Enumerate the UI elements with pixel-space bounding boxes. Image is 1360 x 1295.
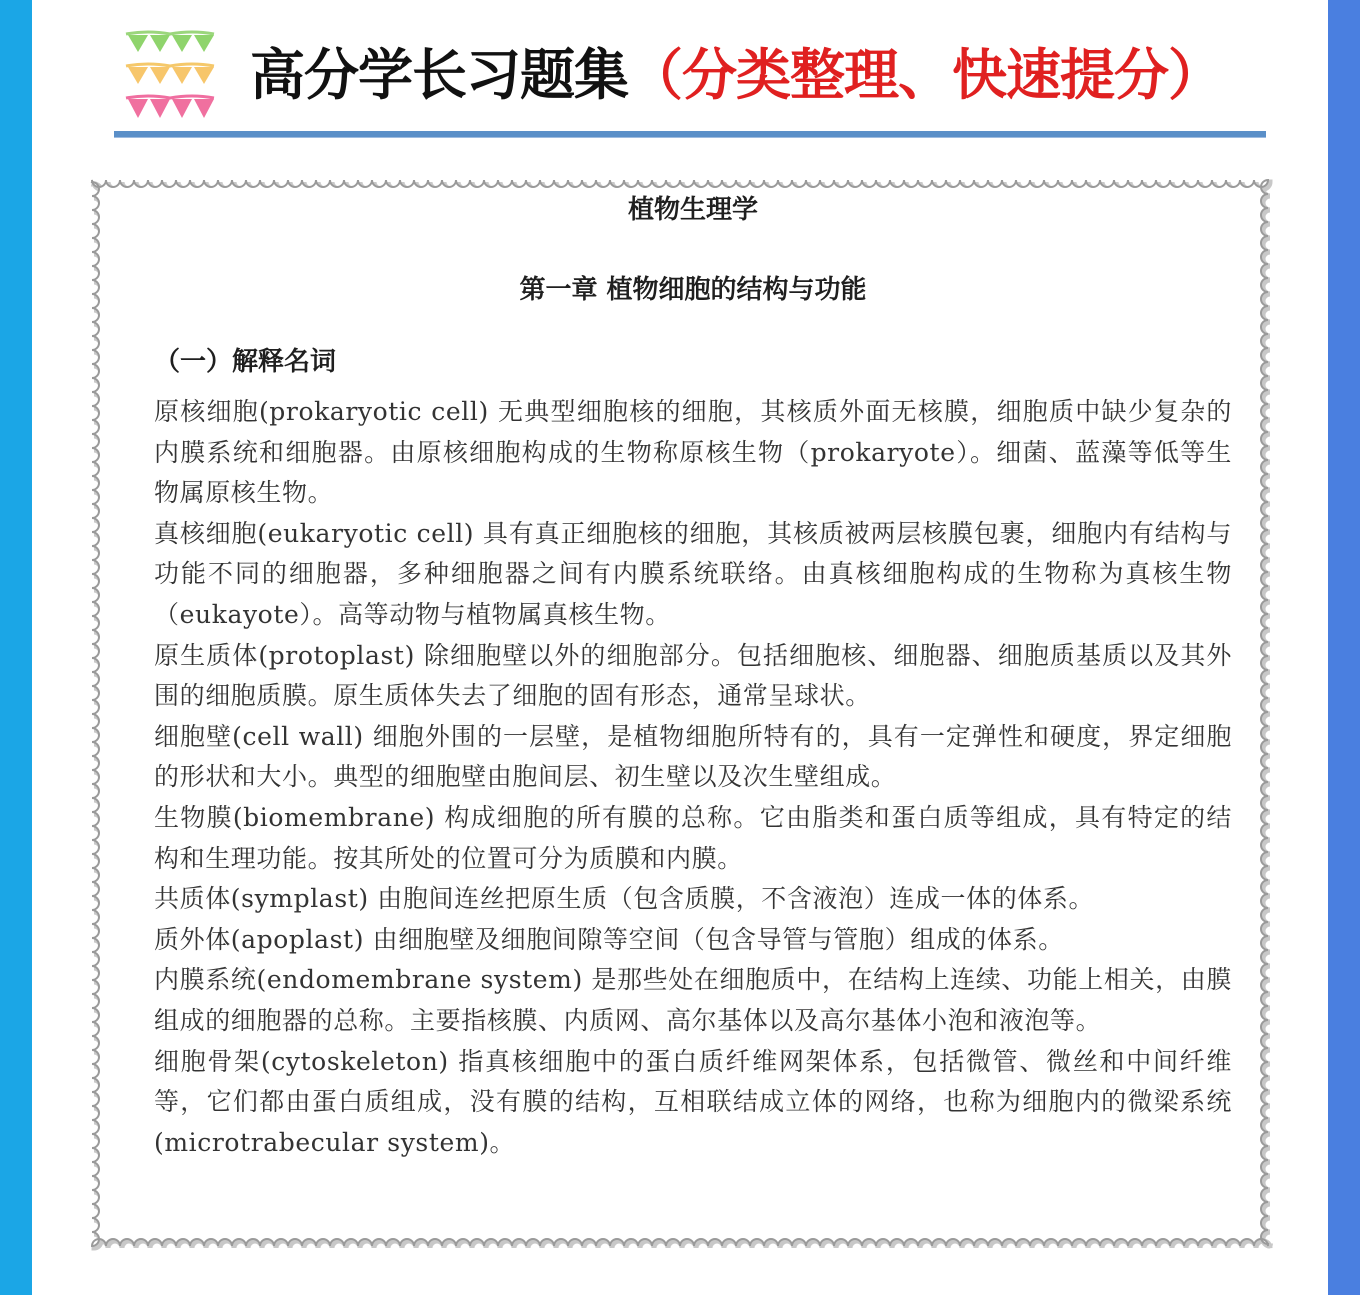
term-entry: 细胞壁(cell wall) 细胞外围的一层壁，是植物细胞所特有的，具有一定弹性和硬度，界定细胞的形状和大小。典型的细胞壁由胞间层、初生壁以及次生壁组成。 (154, 721, 1232, 792)
term-entry: 原核细胞(prokaryotic cell) 无典型细胞核的细胞，其核质外面无核膜，细胞质中缺少复杂的内膜系统和细胞器。由原核细胞构成的生物称原核生物（prokaryote）。细菌、蓝藻等低等生物属原核生物。 (154, 397, 1232, 508)
document-body (154, 188, 1232, 1163)
page-header (114, 20, 1266, 132)
term-entry: 细胞骨架(cytoskeleton) 指真核细胞中的蛋白质纤维网架体系，包括微管、微丝和中间纤维等，它们都由蛋白质组成，没有膜的结构，互相联结成立体的网络，也称为细胞内的微梁系统(microtrabecular system)。 (154, 1046, 1232, 1157)
term-list (154, 392, 1232, 1163)
section-title: （一）解释名词 (154, 347, 337, 377)
term-entry: 原生质体(protoplast) 除细胞壁以外的细胞部分。包括细胞核、细胞器、细胞质基质以及其外围的细胞质膜。原生质体失去了细胞的固有形态，通常呈球状。 (154, 640, 1232, 711)
page-title (250, 42, 1222, 108)
page-title-subtitle: （分类整理、快速提分） (628, 43, 1223, 107)
left-border-bar (0, 0, 32, 1295)
right-border-bar (1328, 0, 1360, 1295)
stamp-frame (84, 172, 1276, 1254)
term-entry: 生物膜(biomembrane) 构成细胞的所有膜的总称。它由脂类和蛋白质等组成，具有特定的结构和生理功能。按其所处的位置可分为质膜和内膜。 (154, 802, 1232, 873)
term-entry: 内膜系统(endomembrane system) 是那些处在细胞质中，在结构上连续、功能上相关，由膜组成的细胞器的总称。主要指核膜、内质网、高尔基体以及高尔基体小泡和液泡等。 (154, 965, 1232, 1035)
term-entry: 真核细胞(eukaryotic cell) 具有真正细胞核的细胞，其核质被两层核膜包裹，细胞内有结构与功能不同的细胞器，多种细胞器之间有内膜系统联络。由真核细胞构成的生物称为真核生物（eukayote）。高等动物与植物属真核生物。 (154, 518, 1232, 629)
page-title-main: 高分学长习题集 (250, 43, 629, 107)
bunting-flags-icon (122, 28, 218, 124)
book-title: 植物生理学 (627, 195, 758, 225)
header-divider (114, 131, 1266, 138)
term-entry: 共质体(symplast) 由胞间连丝把原生质（包含质膜，不含液泡）连成一体的体系。 (154, 884, 1095, 914)
term-entry: 质外体(apoplast) 由细胞壁及细胞间隙等空间（包含导管与管胞）组成的体系。 (154, 924, 1064, 954)
chapter-title: 第一章 植物细胞的结构与功能 (519, 275, 867, 305)
